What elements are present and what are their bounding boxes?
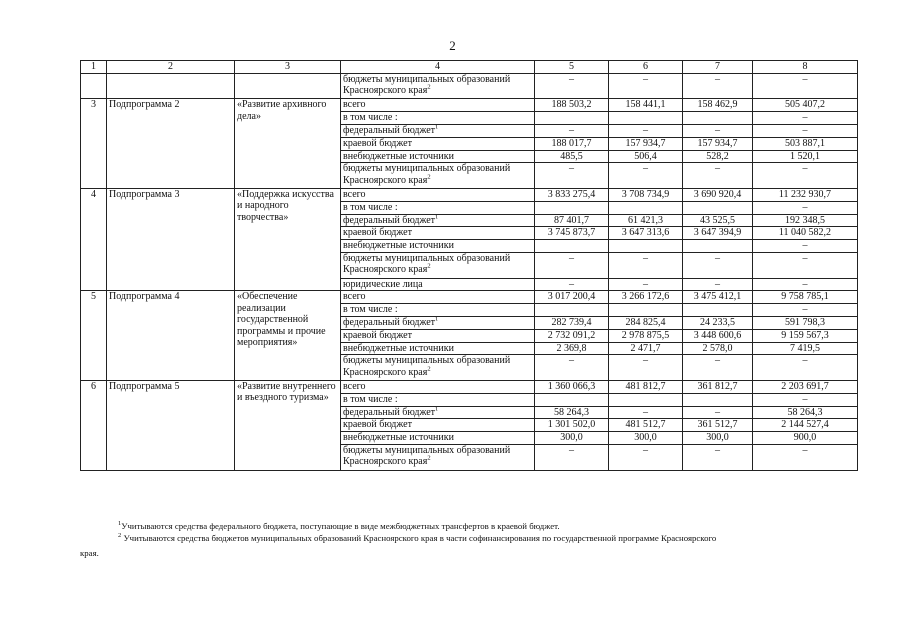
value-v6: 300,0: [609, 432, 683, 445]
value-v6: [609, 112, 683, 125]
subprogram-name: Подпрограмма 3: [107, 188, 235, 290]
value-v8: –: [753, 201, 858, 214]
funding-source-label: в том числе :: [343, 393, 398, 405]
funding-source-label: федеральный бюджет: [343, 406, 436, 418]
funding-source: [341, 201, 535, 214]
value-v8: 58 264,3: [753, 406, 858, 419]
funding-source: [341, 432, 535, 445]
value-v5: 282 739,4: [535, 316, 609, 329]
value-v7: 3 690 920,4: [683, 188, 753, 201]
footnote-mark: 2: [427, 454, 431, 462]
footnote-mark: 2: [427, 263, 431, 271]
value-v5: 1 360 066,3: [535, 380, 609, 393]
funding-source: [341, 291, 535, 304]
value-v5: –: [535, 252, 609, 278]
value-v8: –: [753, 252, 858, 278]
subprogram-name: Подпрограмма 2: [107, 99, 235, 189]
funding-source-label: бюджеты муниципальных образований Красноярского края: [343, 73, 511, 97]
value-v6: [609, 304, 683, 317]
empty-cell: [235, 73, 341, 99]
funding-source-label: краевой бюджет: [343, 227, 412, 239]
column-header: 6: [609, 61, 683, 74]
value-v8: –: [753, 393, 858, 406]
row-number: 6: [81, 380, 107, 470]
value-v7: –: [683, 73, 753, 99]
funding-source: [341, 227, 535, 240]
funding-source: [341, 240, 535, 253]
value-v8: 2 144 527,4: [753, 419, 858, 432]
empty-cell: [107, 73, 235, 99]
value-v6: 506,4: [609, 150, 683, 163]
subprogram-name: Подпрограмма 4: [107, 291, 235, 381]
funding-source-label: в том числе :: [343, 112, 398, 124]
funding-source-label: краевой бюджет: [343, 329, 412, 341]
row-number: 4: [81, 188, 107, 290]
value-v6: –: [609, 73, 683, 99]
value-v6: –: [609, 406, 683, 419]
funding-source: [341, 316, 535, 329]
value-v5: –: [535, 124, 609, 137]
funding-source: [341, 188, 535, 201]
value-v5: –: [535, 163, 609, 189]
funding-source: [341, 112, 535, 125]
value-v7: [683, 240, 753, 253]
value-v5: 300,0: [535, 432, 609, 445]
column-header: 7: [683, 61, 753, 74]
value-v5: 2 369,8: [535, 342, 609, 355]
value-v8: 2 203 691,7: [753, 380, 858, 393]
column-header: 5: [535, 61, 609, 74]
value-v5: [535, 393, 609, 406]
value-v7: –: [683, 124, 753, 137]
funding-source-label: бюджеты муниципальных образований Красноярского края: [343, 252, 511, 276]
value-v7: 2 578,0: [683, 342, 753, 355]
value-v8: 900,0: [753, 432, 858, 445]
value-v8: 503 887,1: [753, 137, 858, 150]
funding-source: [341, 73, 535, 99]
page-number: 2: [449, 38, 456, 53]
value-v5: 485,5: [535, 150, 609, 163]
value-v8: 505 407,2: [753, 99, 858, 112]
value-v7: –: [683, 444, 753, 470]
column-header: 4: [341, 61, 535, 74]
funding-source-label: юридические лица: [343, 278, 423, 290]
value-v5: [535, 112, 609, 125]
funding-source: [341, 329, 535, 342]
footnote-mark: 1: [435, 316, 439, 323]
footnote-mark: 2: [427, 173, 431, 181]
value-v5: –: [535, 278, 609, 291]
footnote-2-continuation: края.: [80, 548, 99, 558]
value-v8: 591 798,3: [753, 316, 858, 329]
value-v7: –: [683, 355, 753, 381]
value-v8: 9 159 567,3: [753, 329, 858, 342]
value-v7: 361 812,7: [683, 380, 753, 393]
funding-source-label: внебюджетные источники: [343, 240, 454, 252]
value-v8: –: [753, 444, 858, 470]
value-v7: 24 233,5: [683, 316, 753, 329]
value-v8: –: [753, 163, 858, 189]
value-v5: 87 401,7: [535, 214, 609, 227]
value-v7: 528,2: [683, 150, 753, 163]
value-v6: 157 934,7: [609, 137, 683, 150]
value-v7: 3 448 600,6: [683, 329, 753, 342]
value-v8: –: [753, 278, 858, 291]
value-v6: –: [609, 124, 683, 137]
value-v6: 3 266 172,6: [609, 291, 683, 304]
value-v6: 158 441,1: [609, 99, 683, 112]
value-v5: –: [535, 355, 609, 381]
value-v8: 11 232 930,7: [753, 188, 858, 201]
value-v8: 192 348,5: [753, 214, 858, 227]
header-row: [81, 61, 858, 74]
footnote-mark: 1: [435, 124, 439, 131]
table-row: [81, 99, 858, 112]
funding-source: [341, 406, 535, 419]
value-v5: [535, 201, 609, 214]
funding-source: [341, 214, 535, 227]
subprogram-title: «Обеспечение реализации государственной программы и прочие мероприятия»: [235, 291, 341, 381]
column-header: 3: [235, 61, 341, 74]
value-v7: [683, 304, 753, 317]
row-number: 5: [81, 291, 107, 381]
value-v6: 284 825,4: [609, 316, 683, 329]
value-v5: 2 732 091,2: [535, 329, 609, 342]
value-v6: –: [609, 444, 683, 470]
funding-source: [341, 137, 535, 150]
value-v7: 3 475 412,1: [683, 291, 753, 304]
footnote-2: $^2$ Учитываются средства бюджетов муниципальных образований Красноярского края в части софинансирования по государственной программе Красноярского: [118, 532, 717, 543]
funding-source-label: всего: [343, 99, 366, 111]
footnote-mark: 1: [435, 406, 439, 413]
funding-source: [341, 419, 535, 432]
funding-source-label: в том числе :: [343, 201, 398, 213]
value-v8: 7 419,5: [753, 342, 858, 355]
value-v7: [683, 112, 753, 125]
value-v8: –: [753, 355, 858, 381]
funding-source-label: внебюджетные источники: [343, 150, 454, 162]
funding-source-label: федеральный бюджет: [343, 316, 436, 328]
subprogram-title: «Поддержка искусства и народного творчества»: [235, 188, 341, 290]
funding-source: [341, 124, 535, 137]
value-v6: [609, 393, 683, 406]
funding-source: [341, 355, 535, 381]
table-row: [81, 188, 858, 201]
value-v8: –: [753, 124, 858, 137]
value-v7: 3 647 394,9: [683, 227, 753, 240]
value-v6: –: [609, 278, 683, 291]
value-v8: –: [753, 112, 858, 125]
value-v5: [535, 304, 609, 317]
value-v7: 361 512,7: [683, 419, 753, 432]
funding-source: [341, 163, 535, 189]
value-v7: –: [683, 406, 753, 419]
value-v7: –: [683, 278, 753, 291]
value-v6: –: [609, 252, 683, 278]
funding-source-label: федеральный бюджет: [343, 214, 436, 226]
funding-source-label: бюджеты муниципальных образований Красноярского края: [343, 355, 511, 378]
value-v7: 157 934,7: [683, 137, 753, 150]
footnote-mark: 2: [427, 365, 431, 373]
funding-source-label: краевой бюджет: [343, 419, 412, 431]
value-v8: –: [753, 304, 858, 317]
row-number: 3: [81, 99, 107, 189]
value-v7: [683, 393, 753, 406]
funding-source-label: краевой бюджет: [343, 137, 412, 149]
value-v5: 1 301 502,0: [535, 419, 609, 432]
subprogram-title: «Развитие архивного дела»: [235, 99, 341, 189]
value-v5: 3 745 873,7: [535, 227, 609, 240]
value-v6: 481 512,7: [609, 419, 683, 432]
value-v7: 43 525,5: [683, 214, 753, 227]
funding-source: [341, 99, 535, 112]
value-v5: 3 017 200,4: [535, 291, 609, 304]
empty-cell: [81, 73, 107, 99]
funding-source-label: всего: [343, 380, 366, 392]
value-v8: 11 040 582,2: [753, 227, 858, 240]
value-v8: 1 520,1: [753, 150, 858, 163]
value-v7: [683, 201, 753, 214]
value-v5: –: [535, 73, 609, 99]
value-v5: 58 264,3: [535, 406, 609, 419]
funding-source-label: внебюджетные источники: [343, 432, 454, 444]
value-v6: 3 647 313,6: [609, 227, 683, 240]
funding-source-label: бюджеты муниципальных образований Красноярского края: [343, 444, 511, 468]
subprogram-title: «Развитие внутреннего и въездного туризма»: [235, 380, 341, 470]
value-v6: 2 471,7: [609, 342, 683, 355]
funding-source: [341, 393, 535, 406]
funding-source: [341, 380, 535, 393]
value-v6: 481 812,7: [609, 380, 683, 393]
value-v8: 9 758 785,1: [753, 291, 858, 304]
value-v6: [609, 201, 683, 214]
value-v5: –: [535, 444, 609, 470]
funding-source-label: федеральный бюджет: [343, 124, 436, 136]
footnote-1: $^1$Учитываются средства федерального бюджета, поступающие в виде межбюджетных трансфертов в краевой бюджет.: [118, 520, 560, 531]
footnote-mark: 1: [435, 214, 439, 221]
value-v6: 61 421,3: [609, 214, 683, 227]
column-header: 1: [81, 61, 107, 74]
value-v6: 2 978 875,5: [609, 329, 683, 342]
column-header: 8: [753, 61, 858, 74]
funding-source: [341, 304, 535, 317]
value-v5: 188 503,2: [535, 99, 609, 112]
table-row: [81, 291, 858, 304]
funding-source-label: всего: [343, 291, 366, 303]
value-v6: 3 708 734,9: [609, 188, 683, 201]
budget-table: [80, 60, 858, 471]
value-v7: 158 462,9: [683, 99, 753, 112]
funding-source-label: в том числе :: [343, 304, 398, 316]
value-v6: –: [609, 355, 683, 381]
funding-source: [341, 278, 535, 291]
subprogram-name: Подпрограмма 5: [107, 380, 235, 470]
value-v5: 188 017,7: [535, 137, 609, 150]
table-row: [81, 380, 858, 393]
column-header: 2: [107, 61, 235, 74]
footnote-mark: 2: [427, 83, 431, 91]
value-v5: 3 833 275,4: [535, 188, 609, 201]
funding-source: [341, 150, 535, 163]
funding-source: [341, 252, 535, 278]
value-v7: –: [683, 252, 753, 278]
value-v6: [609, 240, 683, 253]
value-v5: [535, 240, 609, 253]
value-v8: –: [753, 73, 858, 99]
funding-source-label: бюджеты муниципальных образований Красноярского края: [343, 163, 511, 186]
funding-source-label: всего: [343, 188, 366, 200]
value-v8: –: [753, 240, 858, 253]
funding-source: [341, 342, 535, 355]
table-row: [81, 73, 858, 99]
value-v6: –: [609, 163, 683, 189]
value-v7: –: [683, 163, 753, 189]
funding-source: [341, 444, 535, 470]
value-v7: 300,0: [683, 432, 753, 445]
funding-source-label: внебюджетные источники: [343, 342, 454, 354]
